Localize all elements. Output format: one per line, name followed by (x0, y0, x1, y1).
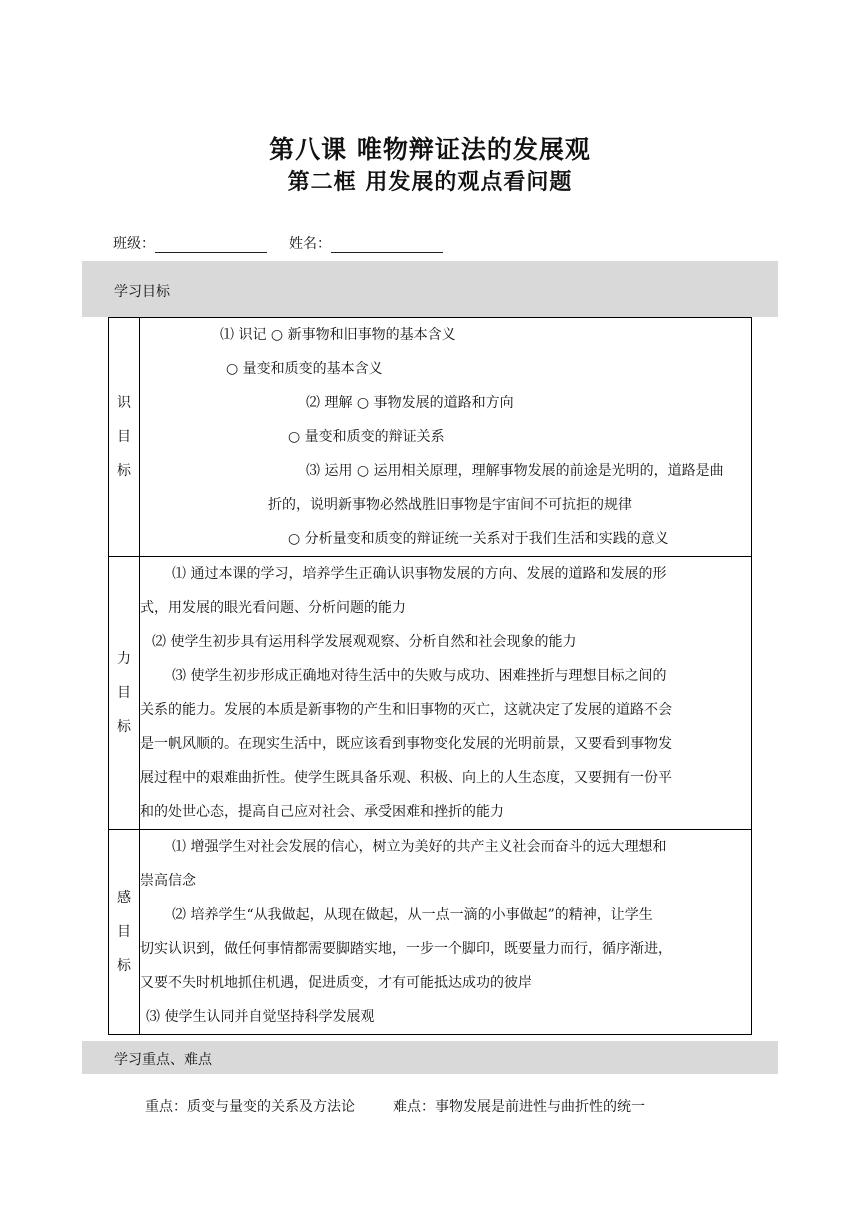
goal-line: ⑵ 理解 ○ 事物发展的道路和方向 (306, 395, 514, 411)
lesson-title: 第八课 唯物辩证法的发展观 (269, 135, 591, 164)
row-label: 识 目 标 (109, 318, 140, 557)
goal-line: 是一帆风顺的。在现实生活中，既应该看到事物变化发展的光明前景，又要看到事物发 (140, 736, 672, 752)
key-points (145, 1096, 645, 1116)
row-content (140, 318, 752, 557)
goal-line: ⑴ 增强学生对社会发展的信心，树立为美好的共产主义社会而奋斗的远大理想和 (172, 839, 667, 855)
goal-line: 关系的能力。发展的本质是新事物的产生和旧事物的灭亡，这就决定了发展的道路不会 (140, 702, 672, 718)
student-info (113, 233, 443, 253)
table-row (109, 830, 752, 1035)
goal-line: 式，用发展的眼光看问题、分析问题的能力 (140, 600, 406, 616)
goal-line: ⑶ 使学生认同并自觉坚持科学发展观 (146, 1009, 375, 1025)
goal-line: 和的处世心态，提高自己应对社会、承受困难和挫折的能力 (140, 804, 504, 820)
section-header-key-points (82, 1041, 778, 1074)
class-label: 班级： (113, 236, 155, 252)
row-label: 感 目 标 (109, 830, 140, 1035)
goal-line: ○ 量变和质变的辩证关系 (288, 429, 445, 445)
goal-line: ⑴ 识记 ○ 新事物和旧事物的基本含义 (220, 327, 456, 343)
name-label: 姓名： (289, 236, 331, 252)
section-title: 学习重点、难点 (114, 1052, 212, 1068)
section-header-learning-goals (82, 261, 778, 317)
difficulty-point: 难点：事物发展是前进性与曲折性的统一 (393, 1099, 645, 1115)
row-content (140, 557, 752, 830)
goal-line: ⑶ 使学生初步形成正确地对待生活中的失败与成功、困难挫折与理想目标之间的 (172, 668, 667, 684)
goal-line: ⑶ 运用 ○ 运用相关原理，理解事物发展的前途是光明的，道路是曲 (306, 463, 724, 479)
section-title: 学习目标 (114, 284, 170, 300)
goals-table (108, 317, 752, 1035)
focus-point: 重点：质变与量变的关系及方法论 (145, 1099, 355, 1115)
goal-line: 崇高信念 (140, 873, 196, 889)
lesson-subtitle: 第二框 用发展的观点看问题 (287, 170, 573, 195)
row-label: 力 目 标 (109, 557, 140, 830)
table-row (109, 318, 752, 557)
goal-line: ⑵ 培养学生“从我做起，从现在做起，从一点一滴的小事做起”的精神，让学生 (172, 907, 653, 923)
row-content (140, 830, 752, 1035)
goal-line: 折的，说明新事物必然战胜旧事物是宇宙间不可抗拒的规律 (268, 497, 632, 513)
goal-line: ○ 分析量变和质变的辩证统一关系对于我们生活和实践的意义 (288, 531, 669, 547)
table-row (109, 557, 752, 830)
goal-line: ⑴ 通过本课的学习，培养学生正确认识事物发展的方向、发展的道路和发展的形 (172, 566, 667, 582)
class-field[interactable] (155, 238, 267, 253)
goal-line: 切实认识到，做任何事情都需要脚踏实地，一步一个脚印，既要量力而行，循序渐进， (140, 941, 672, 957)
goal-line: ⑵ 使学生初步具有运用科学发展观观察、分析自然和社会现象的能力 (152, 634, 577, 650)
name-field[interactable] (331, 238, 443, 253)
goal-line: ○ 量变和质变的基本含义 (226, 361, 383, 377)
goal-line: 又要不失时机地抓住机遇，促进质变，才有可能抵达成功的彼岸 (140, 975, 532, 991)
goal-line: 展过程中的艰难曲折性。使学生既具备乐观、积极、向上的人生态度，又要拥有一份平 (140, 770, 672, 786)
